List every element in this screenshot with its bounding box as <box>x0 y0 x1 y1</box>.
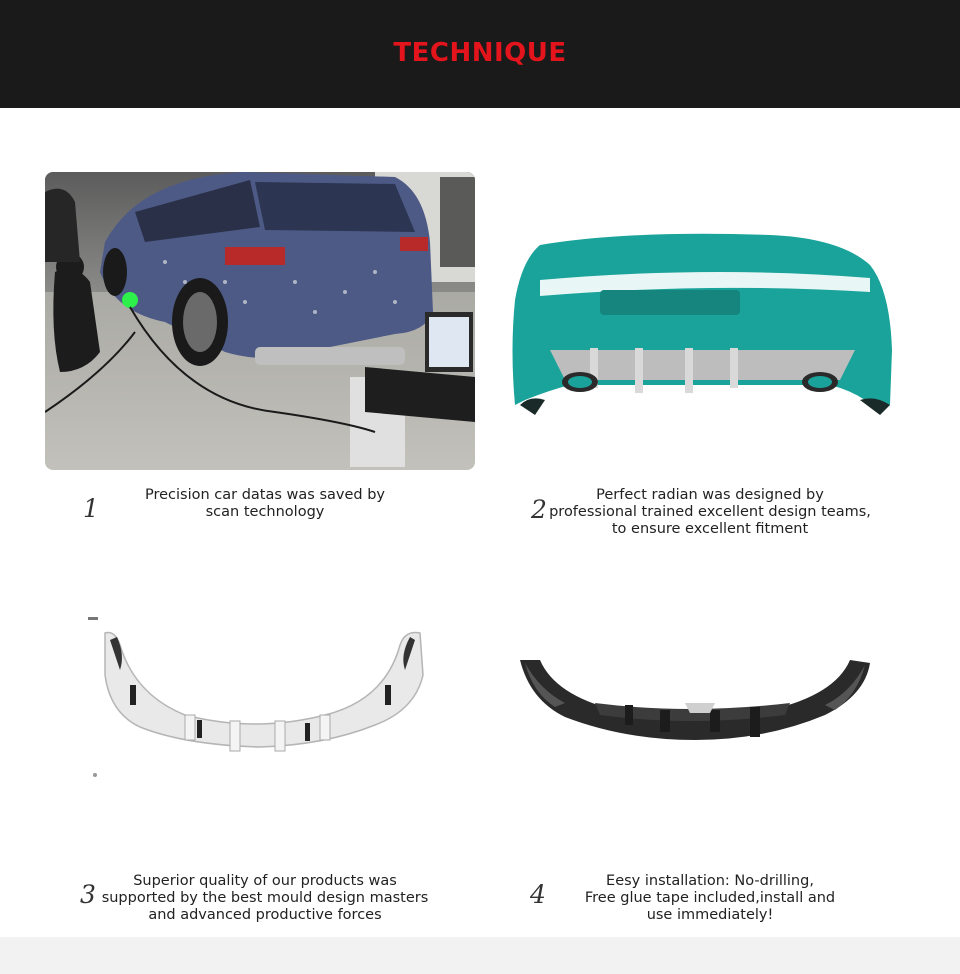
design-render <box>510 230 895 415</box>
step-1-number: 1 <box>83 494 99 523</box>
page-header <box>0 0 960 108</box>
step-2-line-2: professional trained excellent design teams, <box>549 504 871 520</box>
step-3-line-2: supported by the best mould design masters <box>101 890 429 906</box>
step-4-caption <box>560 873 860 924</box>
step-3-number: 3 <box>80 880 96 909</box>
step-3-line-3: and advanced productive forces <box>148 907 382 923</box>
design-render-image <box>510 230 895 415</box>
mould-image-graphic <box>85 615 430 785</box>
carbon-diffuser-image <box>515 655 875 755</box>
step-2-caption <box>545 487 875 538</box>
step-2-line-1: Perfect radian was designed by <box>596 487 824 503</box>
step-4-line-2: Free glue tape included,install and <box>584 890 836 906</box>
scan-photo-image <box>45 172 475 470</box>
carbon-diffuser-graphic <box>515 655 875 755</box>
step-2-line-3: to ensure excellent fitment <box>611 521 809 537</box>
step-1-line-2: scan technology <box>205 504 325 520</box>
step-3-caption <box>100 873 430 924</box>
step-4-number: 4 <box>530 880 546 909</box>
step-4-line-3: use immediately! <box>646 907 774 923</box>
step-1-caption <box>120 487 410 521</box>
step-2-number: 2 <box>531 495 547 524</box>
step-3-line-1: Superior quality of our products was <box>133 873 397 889</box>
page-title: TECHNIQUE <box>393 38 567 68</box>
step-1-line-1: Precision car datas was saved by <box>144 487 385 503</box>
mould-image <box>85 615 430 785</box>
scan-photo <box>45 172 475 470</box>
footer-strip <box>0 937 960 974</box>
step-4-line-1: Eesy installation: No-drilling, <box>606 873 814 889</box>
